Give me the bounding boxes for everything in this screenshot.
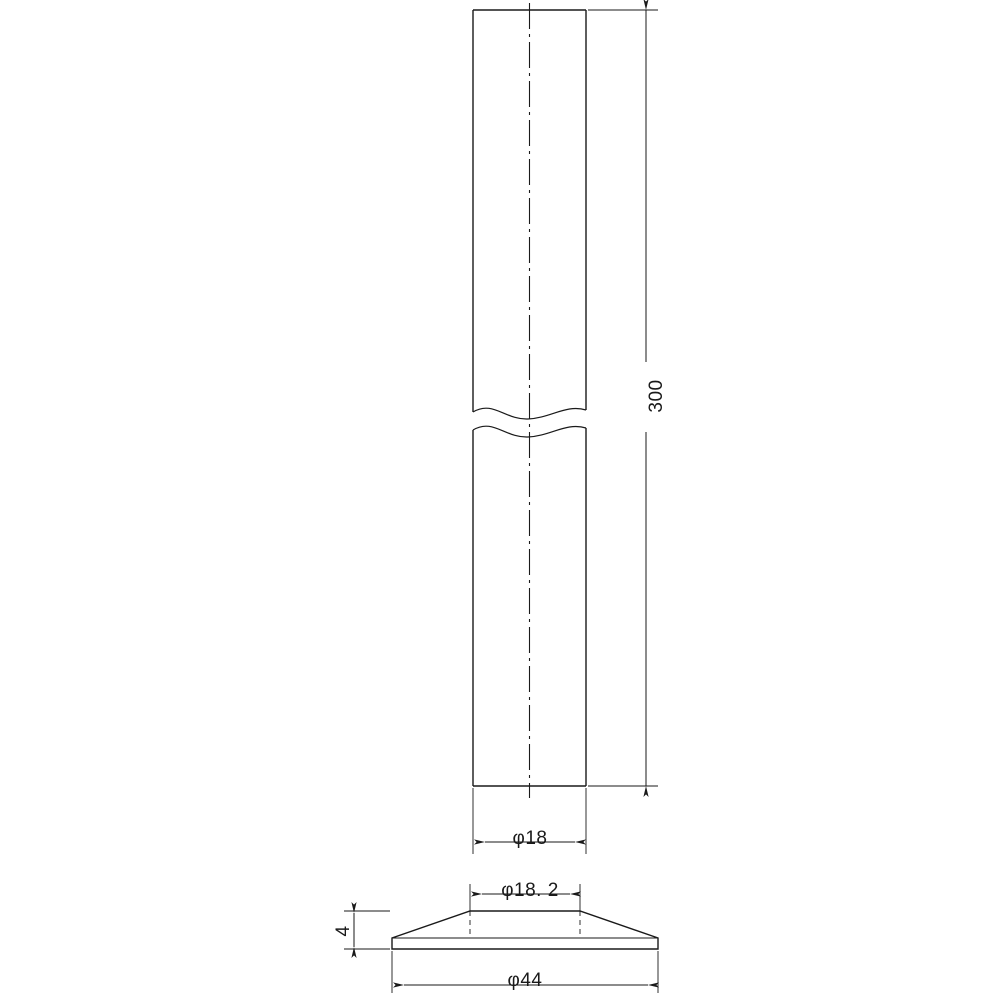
- base-view: [392, 911, 658, 949]
- dimension-label-shaft-diameter: φ18: [512, 828, 548, 849]
- dimension-label-base-outer: φ44: [507, 970, 543, 991]
- dimension-label-base-bore: φ18. 2: [501, 880, 559, 901]
- base-outline: [392, 911, 658, 949]
- dimension-label-base-thickness: 4: [333, 925, 354, 937]
- shaft-view: [473, 3, 586, 798]
- dimension-label-length: 300: [646, 379, 667, 413]
